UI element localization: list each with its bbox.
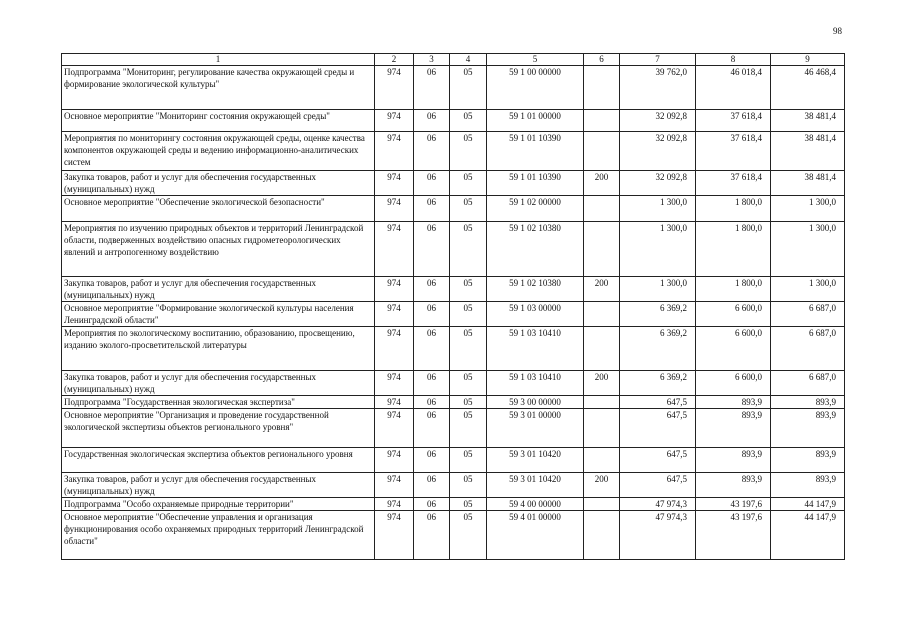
- subsection-code-cell: 05: [450, 448, 487, 473]
- amount-year2-cell: 893,9: [696, 473, 771, 498]
- chapter-code-cell: 974: [375, 473, 414, 498]
- section-code-cell: 06: [414, 171, 450, 196]
- section-code-cell: 06: [414, 222, 450, 277]
- amount-year1-cell: 47 974,3: [620, 498, 696, 511]
- amount-year3-cell: 893,9: [771, 473, 845, 498]
- amount-year2-cell: 893,9: [696, 409, 771, 448]
- target-article-cell: 59 3 00 00000: [487, 396, 584, 409]
- header-cell: 6: [584, 54, 620, 66]
- amount-year1-cell: 39 762,0: [620, 66, 696, 110]
- chapter-code-cell: 974: [375, 132, 414, 171]
- section-code-cell: 06: [414, 110, 450, 132]
- subsection-code-cell: 05: [450, 302, 487, 327]
- table-row: [62, 302, 845, 327]
- table-row: [62, 110, 845, 132]
- expense-type-cell: [584, 396, 620, 409]
- amount-year3-cell: 893,9: [771, 409, 845, 448]
- row-name-cell: Мероприятия по мониторингу состояния окружающей среды, оценке качества компонентов окружающей среды и ведению информационно-аналитических систем: [62, 132, 375, 171]
- expense-type-cell: 200: [584, 371, 620, 396]
- expense-type-cell: [584, 196, 620, 222]
- amount-year3-cell: 44 147,9: [771, 498, 845, 511]
- header-cell: 3: [414, 54, 450, 66]
- row-name-cell: Государственная экологическая экспертиза объектов регионального уровня: [62, 448, 375, 473]
- row-name-cell: Основное мероприятие "Мониторинг состояния окружающей среды": [62, 110, 375, 132]
- target-article-cell: 59 4 00 00000: [487, 498, 584, 511]
- expense-type-cell: [584, 110, 620, 132]
- table-row: [62, 222, 845, 277]
- target-article-cell: 59 4 01 00000: [487, 511, 584, 560]
- row-name-cell: Основное мероприятие "Организация и проведение государственной экологической экспертизы объектов регионального уровня": [62, 409, 375, 448]
- amount-year3-cell: 893,9: [771, 396, 845, 409]
- amount-year1-cell: 647,5: [620, 448, 696, 473]
- table-row: [62, 66, 845, 110]
- amount-year2-cell: 1 800,0: [696, 222, 771, 277]
- amount-year1-cell: 647,5: [620, 409, 696, 448]
- amount-year1-cell: 647,5: [620, 473, 696, 498]
- amount-year1-cell: 6 369,2: [620, 371, 696, 396]
- section-code-cell: 06: [414, 498, 450, 511]
- table-row: [62, 371, 845, 396]
- subsection-code-cell: 05: [450, 473, 487, 498]
- row-name-cell: Подпрограмма "Особо охраняемые природные территории": [62, 498, 375, 511]
- row-name-cell: Основное мероприятие "Формирование экологической культуры населения Ленинградской области": [62, 302, 375, 327]
- amount-year3-cell: 38 481,4: [771, 132, 845, 171]
- subsection-code-cell: 05: [450, 171, 487, 196]
- amount-year2-cell: 37 618,4: [696, 132, 771, 171]
- amount-year1-cell: 1 300,0: [620, 196, 696, 222]
- amount-year2-cell: 37 618,4: [696, 110, 771, 132]
- subsection-code-cell: 05: [450, 327, 487, 371]
- table-row: [62, 396, 845, 409]
- expense-type-cell: [584, 448, 620, 473]
- target-article-cell: 59 1 01 10390: [487, 171, 584, 196]
- chapter-code-cell: 974: [375, 511, 414, 560]
- section-code-cell: 06: [414, 277, 450, 302]
- header-cell: 1: [62, 54, 375, 66]
- expense-type-cell: [584, 132, 620, 171]
- section-code-cell: 06: [414, 448, 450, 473]
- chapter-code-cell: 974: [375, 171, 414, 196]
- expense-type-cell: [584, 511, 620, 560]
- chapter-code-cell: 974: [375, 222, 414, 277]
- expense-type-cell: [584, 409, 620, 448]
- section-code-cell: 06: [414, 409, 450, 448]
- amount-year3-cell: 1 300,0: [771, 277, 845, 302]
- amount-year3-cell: 44 147,9: [771, 511, 845, 560]
- page-number: 98: [833, 26, 842, 36]
- table-row: [62, 327, 845, 371]
- chapter-code-cell: 974: [375, 371, 414, 396]
- row-name-cell: Подпрограмма "Мониторинг, регулирование качества окружающей среды и формирование экологической культуры": [62, 66, 375, 110]
- table-row: [62, 448, 845, 473]
- amount-year2-cell: 893,9: [696, 448, 771, 473]
- chapter-code-cell: 974: [375, 302, 414, 327]
- expense-type-cell: 200: [584, 277, 620, 302]
- amount-year3-cell: 1 300,0: [771, 222, 845, 277]
- subsection-code-cell: 05: [450, 132, 487, 171]
- amount-year1-cell: 1 300,0: [620, 222, 696, 277]
- row-name-cell: Мероприятия по изучению природных объектов и территорий Ленинградской области, подверженных воздействию опасных гидрометеорологических явлений и антропогенному воздействию: [62, 222, 375, 277]
- subsection-code-cell: 05: [450, 371, 487, 396]
- amount-year2-cell: 1 800,0: [696, 277, 771, 302]
- amount-year1-cell: 1 300,0: [620, 277, 696, 302]
- subsection-code-cell: 05: [450, 196, 487, 222]
- table-row: [62, 409, 845, 448]
- target-article-cell: 59 1 02 00000: [487, 196, 584, 222]
- subsection-code-cell: 05: [450, 222, 487, 277]
- amount-year2-cell: 6 600,0: [696, 371, 771, 396]
- chapter-code-cell: 974: [375, 66, 414, 110]
- chapter-code-cell: 974: [375, 110, 414, 132]
- target-article-cell: 59 1 03 10410: [487, 327, 584, 371]
- section-code-cell: 06: [414, 327, 450, 371]
- row-name-cell: Закупка товаров, работ и услуг для обеспечения государственных (муниципальных) нужд: [62, 473, 375, 498]
- section-code-cell: 06: [414, 132, 450, 171]
- chapter-code-cell: 974: [375, 396, 414, 409]
- amount-year2-cell: 37 618,4: [696, 171, 771, 196]
- target-article-cell: 59 1 03 00000: [487, 302, 584, 327]
- table-row: [62, 511, 845, 560]
- target-article-cell: 59 1 03 10410: [487, 371, 584, 396]
- header-cell: 8: [696, 54, 771, 66]
- expense-type-cell: [584, 302, 620, 327]
- row-name-cell: Подпрограмма "Государственная экологическая экспертиза": [62, 396, 375, 409]
- column-number-header-row: [62, 54, 845, 66]
- row-name-cell: Мероприятия по экологическому воспитанию, образованию, просвещению, изданию эколого-просветительской литературы: [62, 327, 375, 371]
- header-cell: 9: [771, 54, 845, 66]
- amount-year3-cell: 893,9: [771, 448, 845, 473]
- row-name-cell: Закупка товаров, работ и услуг для обеспечения государственных (муниципальных) нужд: [62, 277, 375, 302]
- table-row: [62, 196, 845, 222]
- row-name-cell: Закупка товаров, работ и услуг для обеспечения государственных (муниципальных) нужд: [62, 171, 375, 196]
- chapter-code-cell: 974: [375, 196, 414, 222]
- amount-year2-cell: 43 197,6: [696, 511, 771, 560]
- target-article-cell: 59 1 00 00000: [487, 66, 584, 110]
- section-code-cell: 06: [414, 302, 450, 327]
- amount-year1-cell: 6 369,2: [620, 327, 696, 371]
- amount-year1-cell: 6 369,2: [620, 302, 696, 327]
- row-name-cell: Основное мероприятие "Обеспечение управления и организация функционирования особо охраняемых природных территорий Ленинградской области": [62, 511, 375, 560]
- target-article-cell: 59 1 01 00000: [487, 110, 584, 132]
- table-row: [62, 171, 845, 196]
- target-article-cell: 59 1 02 10380: [487, 222, 584, 277]
- expense-type-cell: [584, 327, 620, 371]
- table-row: [62, 277, 845, 302]
- amount-year1-cell: 32 092,8: [620, 171, 696, 196]
- table-row: [62, 498, 845, 511]
- expense-type-cell: [584, 66, 620, 110]
- subsection-code-cell: 05: [450, 396, 487, 409]
- row-name-cell: Закупка товаров, работ и услуг для обеспечения государственных (муниципальных) нужд: [62, 371, 375, 396]
- amount-year1-cell: 47 974,3: [620, 511, 696, 560]
- expense-type-cell: 200: [584, 473, 620, 498]
- expense-type-cell: [584, 498, 620, 511]
- amount-year2-cell: 43 197,6: [696, 498, 771, 511]
- amount-year3-cell: 46 468,4: [771, 66, 845, 110]
- target-article-cell: 59 1 01 10390: [487, 132, 584, 171]
- expense-type-cell: [584, 222, 620, 277]
- section-code-cell: 06: [414, 396, 450, 409]
- amount-year1-cell: 32 092,8: [620, 110, 696, 132]
- section-code-cell: 06: [414, 66, 450, 110]
- chapter-code-cell: 974: [375, 327, 414, 371]
- subsection-code-cell: 05: [450, 66, 487, 110]
- table-row: [62, 132, 845, 171]
- amount-year3-cell: 38 481,4: [771, 171, 845, 196]
- section-code-cell: 06: [414, 371, 450, 396]
- expense-type-cell: 200: [584, 171, 620, 196]
- budget-table: [61, 53, 845, 560]
- amount-year1-cell: 32 092,8: [620, 132, 696, 171]
- target-article-cell: 59 3 01 10420: [487, 473, 584, 498]
- chapter-code-cell: 974: [375, 409, 414, 448]
- amount-year2-cell: 893,9: [696, 396, 771, 409]
- amount-year2-cell: 1 800,0: [696, 196, 771, 222]
- amount-year2-cell: 6 600,0: [696, 302, 771, 327]
- header-cell: 7: [620, 54, 696, 66]
- chapter-code-cell: 974: [375, 498, 414, 511]
- header-cell: 5: [487, 54, 584, 66]
- amount-year2-cell: 46 018,4: [696, 66, 771, 110]
- subsection-code-cell: 05: [450, 498, 487, 511]
- subsection-code-cell: 05: [450, 511, 487, 560]
- chapter-code-cell: 974: [375, 448, 414, 473]
- section-code-cell: 06: [414, 473, 450, 498]
- chapter-code-cell: 974: [375, 277, 414, 302]
- amount-year2-cell: 6 600,0: [696, 327, 771, 371]
- amount-year3-cell: 38 481,4: [771, 110, 845, 132]
- subsection-code-cell: 05: [450, 277, 487, 302]
- subsection-code-cell: 05: [450, 409, 487, 448]
- amount-year3-cell: 6 687,0: [771, 302, 845, 327]
- target-article-cell: 59 3 01 10420: [487, 448, 584, 473]
- header-cell: 2: [375, 54, 414, 66]
- amount-year3-cell: 1 300,0: [771, 196, 845, 222]
- header-cell: 4: [450, 54, 487, 66]
- section-code-cell: 06: [414, 511, 450, 560]
- table-row: [62, 473, 845, 498]
- section-code-cell: 06: [414, 196, 450, 222]
- amount-year3-cell: 6 687,0: [771, 371, 845, 396]
- amount-year1-cell: 647,5: [620, 396, 696, 409]
- target-article-cell: 59 3 01 00000: [487, 409, 584, 448]
- subsection-code-cell: 05: [450, 110, 487, 132]
- row-name-cell: Основное мероприятие "Обеспечение экологической безопасности": [62, 196, 375, 222]
- target-article-cell: 59 1 02 10380: [487, 277, 584, 302]
- amount-year3-cell: 6 687,0: [771, 327, 845, 371]
